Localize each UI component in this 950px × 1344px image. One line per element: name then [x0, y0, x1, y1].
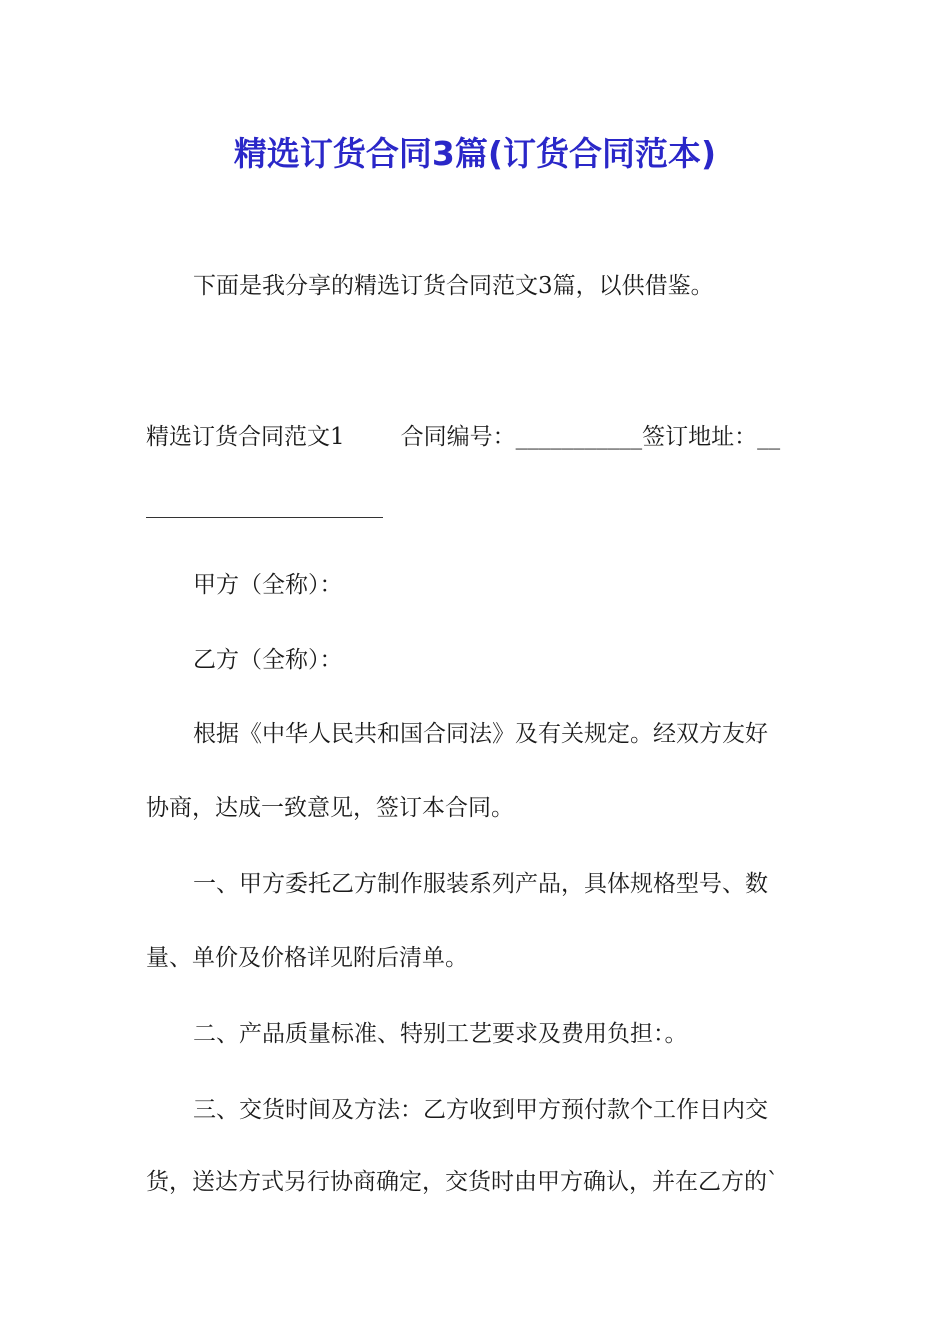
document-title: 精选订货合同3篇(订货合同范本)	[233, 134, 717, 173]
basis-paragraph-line2: 协商，达成一致意见，签订本合同。	[146, 795, 514, 821]
clause3-line1: 三、交货时间及方法：乙方收到甲方预付款个工作日内交	[193, 1097, 768, 1123]
clause2-line: 二、产品质量标准、特别工艺要求及费用负担：。	[193, 1021, 688, 1047]
clause1-line2: 量、单价及价格详见附后清单。	[146, 945, 468, 971]
section-heading: 精选订货合同范文1	[146, 424, 345, 450]
clause1-line1: 一、甲方委托乙方制作服装系列产品，具体规格型号、数	[193, 871, 768, 897]
basis-paragraph-line1: 根据《中华人民共和国合同法》及有关规定。经双方友好	[193, 721, 768, 747]
signing-address-blank-line	[146, 517, 383, 518]
contract-header-line	[146, 421, 780, 453]
party-a-line: 甲方（全称）：	[193, 572, 343, 598]
contract-number-field: 合同编号：___________签订地址：__	[400, 424, 781, 450]
clause3-line2: 货，送达方式另行协商确定，交货时由甲方确认，并在乙方的`	[146, 1169, 779, 1195]
intro-paragraph: 下面是我分享的精选订货合同范文3篇，以供借鉴。	[193, 273, 714, 299]
party-b-line: 乙方（全称）：	[193, 647, 343, 673]
